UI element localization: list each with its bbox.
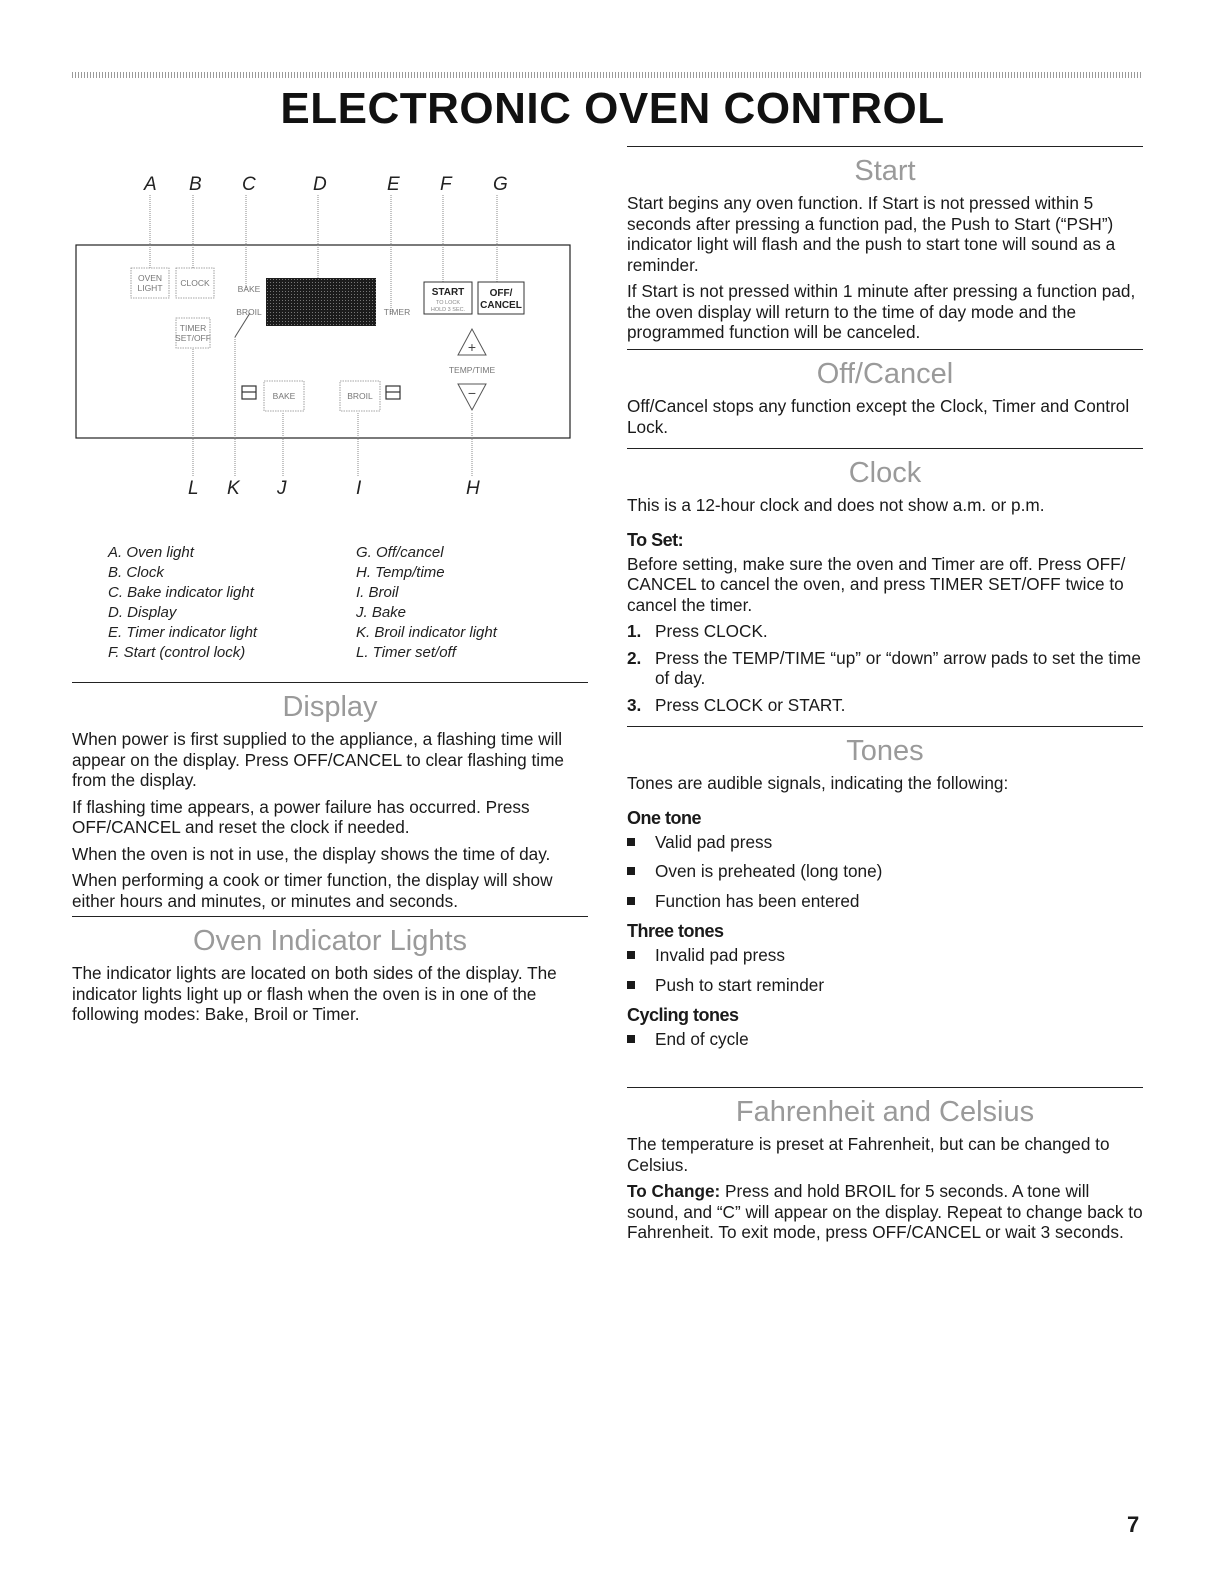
- svg-text:TIMER: TIMER: [179, 323, 207, 333]
- broil-indicator-icon: [386, 386, 400, 399]
- legend-item: I. Broil: [356, 584, 399, 601]
- list-item: Valid pad press: [627, 832, 1143, 853]
- three-tones-heading: Three tones: [627, 921, 724, 941]
- display-paragraph: If flashing time appears, a power failure has occurred. Press OFF/CANCEL and reset the clock if needed.: [72, 796, 530, 837]
- fahrenheit-paragraph: The temperature is preset at Fahrenheit, but can be changed to Celsius.: [627, 1134, 1110, 1175]
- list-item: 1. Press CLOCK.: [627, 621, 768, 641]
- legend-item: B. Clock: [108, 564, 164, 581]
- bake-indicator-icon: [242, 386, 256, 399]
- svg-text:LIGHT: LIGHT: [137, 283, 163, 293]
- svg-text:+: +: [467, 339, 477, 355]
- legend-item: J. Bake: [356, 604, 407, 621]
- to-set-heading: To Set:: [627, 529, 684, 550]
- legend-item: G. Off/cancel: [356, 544, 444, 561]
- label-c: C: [242, 174, 256, 195]
- list-item: End of cycle: [627, 1029, 1143, 1050]
- list-item: Function has been entered: [627, 891, 1143, 912]
- tones-section: [627, 726, 1143, 1059]
- display-paragraph: When power is first supplied to the appliance, a flashing time will appear on the display. Press OFF/CANCEL to clear flashing time from the display.: [72, 729, 564, 790]
- clock-section: [627, 448, 1143, 721]
- label-a: A: [144, 174, 157, 195]
- to-change-paragraph: [627, 1181, 1143, 1243]
- display-screen: [266, 278, 376, 326]
- svg-text:BAKE: BAKE: [237, 284, 261, 294]
- clock-steps: [627, 621, 1143, 715]
- cycling-tones-list: [627, 1029, 1143, 1050]
- to-change-text: Press and hold BROIL for 5 seconds. A tone will sound, and “C” will appear on the display. Repeat to change back to Fahrenheit. To exit mode, press OFF/CANCEL or wait 3 seconds.: [627, 1181, 1143, 1242]
- legend-item: D. Display: [108, 604, 177, 621]
- svg-text:TO LOCK: TO LOCK: [435, 300, 461, 306]
- svg-text:OFF/: OFF/: [489, 288, 513, 299]
- svg-text:SET/OFF: SET/OFF: [175, 333, 211, 343]
- label-g: G: [493, 174, 508, 195]
- section-divider: [627, 726, 1143, 727]
- start-paragraph: If Start is not pressed within 1 minute after pressing a function pad, the oven display will return to the time of day mode and the programmed function will be canceled.: [627, 281, 1136, 342]
- list-item: Push to start reminder: [627, 975, 1143, 996]
- section-divider: [627, 146, 1143, 147]
- label-d: D: [313, 174, 327, 195]
- oven-control-diagram: [72, 165, 588, 505]
- svg-text:TEMP/TIME: TEMP/TIME: [448, 365, 496, 375]
- label-e: E: [387, 174, 400, 195]
- label-k: K: [227, 478, 240, 499]
- list-item: Oven is preheated (long tone): [627, 861, 1143, 882]
- off-cancel-heading: Off/Cancel: [816, 358, 954, 390]
- section-divider: [627, 1087, 1143, 1088]
- label-f: F: [440, 174, 452, 195]
- legend-left-column: [108, 543, 348, 663]
- page-number: 7: [1127, 1512, 1140, 1537]
- svg-text:BROIL: BROIL: [236, 307, 262, 317]
- cycling-tones-heading: Cycling tones: [627, 1005, 739, 1025]
- list-item: 3. Press CLOCK or START.: [627, 694, 846, 715]
- fahrenheit-section: [627, 1087, 1143, 1249]
- svg-text:HOLD 3 SEC.: HOLD 3 SEC.: [430, 307, 466, 313]
- svg-text:−: −: [467, 385, 477, 401]
- clock-heading: Clock: [848, 457, 922, 489]
- label-h: H: [466, 478, 480, 499]
- legend-item: A. Oven light: [108, 544, 194, 561]
- section-divider: [72, 916, 588, 917]
- indicator-lights-section: [72, 916, 588, 1031]
- legend-item: C. Bake indicator light: [108, 584, 254, 601]
- legend-item: K. Broil indicator light: [356, 624, 497, 641]
- display-paragraph: When performing a cook or timer function, the display will show either hours and minutes, or minutes and seconds.: [72, 870, 553, 911]
- svg-text:BROIL: BROIL: [347, 391, 373, 401]
- section-divider: [627, 448, 1143, 449]
- start-section: [627, 146, 1143, 349]
- header-hatch-bar: [72, 72, 1142, 78]
- off-cancel-paragraph: Off/Cancel stops any function except the Clock, Timer and Control Lock.: [627, 396, 1130, 437]
- display-paragraph: When the oven is not in use, the display shows the time of day.: [72, 843, 551, 864]
- off-cancel-section: [627, 349, 1143, 443]
- legend-item: E. Timer indicator light: [108, 624, 258, 641]
- indicator-lights-heading: Oven Indicator Lights: [192, 925, 468, 957]
- svg-text:BAKE: BAKE: [272, 391, 296, 401]
- display-section: [72, 682, 588, 917]
- display-heading: Display: [282, 691, 378, 723]
- label-i: I: [356, 478, 362, 499]
- to-set-paragraph: Before setting, make sure the oven and Timer are off. Press OFF/ CANCEL to cancel the oven, and press TIMER SET/OFF twice to cancel the timer.: [627, 553, 1126, 615]
- fahrenheit-heading: Fahrenheit and Celsius: [735, 1096, 1035, 1128]
- legend-item: L. Timer set/off: [356, 644, 456, 661]
- svg-text:OVEN: OVEN: [137, 273, 163, 283]
- legend-right-column: [356, 543, 566, 663]
- list-item: Invalid pad press: [627, 945, 1143, 966]
- label-j: J: [277, 478, 287, 499]
- tones-heading: Tones: [846, 735, 924, 767]
- svg-text:START: START: [431, 287, 465, 298]
- one-tone-heading: One tone: [627, 807, 702, 828]
- legend-item: F. Start (control lock): [108, 644, 246, 661]
- svg-text:CANCEL: CANCEL: [480, 300, 522, 311]
- indicator-lights-paragraph: The indicator lights are located on both sides of the display. The indicator lights light up or flash when the oven is in one of the following modes: Bake, Broil or Timer.: [72, 963, 557, 1024]
- tones-intro: Tones are audible signals, indicating the following:: [627, 773, 1009, 793]
- legend-item: H. Temp/time: [356, 564, 445, 581]
- section-divider: [72, 682, 588, 683]
- list-item: 2. Press the TEMP/TIME “up” or “down” arrow pads to set the time of day.: [627, 647, 1141, 688]
- svg-text:CLOCK: CLOCK: [180, 278, 210, 288]
- section-divider: [627, 349, 1143, 350]
- label-b: B: [189, 174, 202, 195]
- label-l: L: [188, 478, 199, 499]
- svg-text:TIMER: TIMER: [383, 307, 411, 317]
- clock-intro: This is a 12-hour clock and does not show a.m. or p.m.: [627, 495, 1045, 515]
- start-paragraph: Start begins any oven function. If Start is not pressed within 5 seconds after pressing a function pad, the Push to Start (“PSH”) indicator light will flash and the push to start tone will sound as a reminder.: [627, 193, 1116, 275]
- one-tone-list: [627, 832, 1143, 912]
- page-title: ELECTRONIC OVEN CONTROL: [280, 84, 945, 133]
- to-change-label: To Change:: [627, 1181, 721, 1201]
- three-tones-list: [627, 945, 1143, 995]
- start-heading: Start: [854, 155, 916, 187]
